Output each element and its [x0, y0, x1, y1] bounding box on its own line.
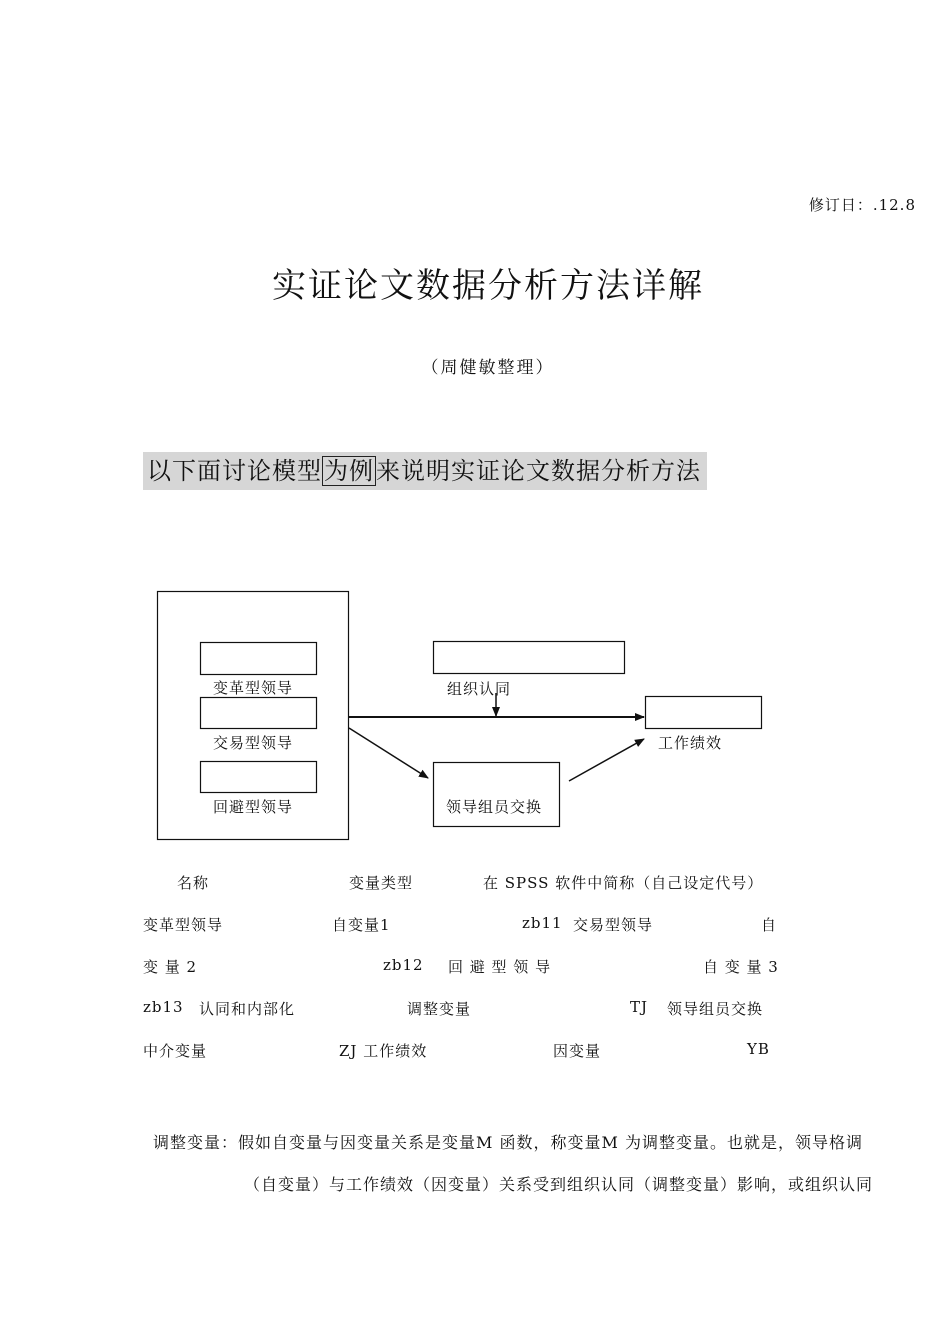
table-header-type: 变量类型 — [349, 874, 414, 892]
table-header-name: 名称 — [177, 874, 210, 892]
table-cell: 中介变量 — [143, 1042, 208, 1060]
table-cell: 调整变量 — [407, 1000, 472, 1018]
performance-label: 工作绩效 — [658, 734, 723, 752]
mediator-to-dv-arrow — [569, 739, 644, 781]
table-cell: 回 避 型 领 导 — [448, 958, 552, 976]
table-cell: zb13 — [143, 998, 184, 1016]
table-cell: 自 变 量 3 — [703, 958, 779, 976]
iv-to-mediator-arrow — [349, 728, 428, 778]
table-cell: zb12 — [383, 956, 424, 974]
table-cell: 领导组员交换 — [667, 1000, 764, 1018]
table-cell: 变革型领导 — [143, 916, 224, 934]
table-cell: 自变量1 — [332, 916, 391, 934]
table-cell: ZJ 工作绩效 — [339, 1042, 428, 1060]
table-cell: zb11 — [522, 914, 563, 932]
paragraph-line: 调整变量：假如自变量与因变量关系是变量M 函数，称变量M 为调整变量。也就是，领导格调 — [153, 1133, 863, 1152]
org-identity-box — [434, 642, 625, 674]
paragraph-line: （自变量）与工作绩效（因变量）关系受到组织认同（调整变量）影响，或组织认同 — [244, 1175, 874, 1194]
transformational-label: 变革型领导 — [213, 679, 294, 697]
table-cell: 自 — [761, 916, 778, 934]
org-identity-label: 组织认同 — [447, 680, 512, 698]
avoidant-label: 回避型领导 — [213, 798, 294, 816]
transformational-box — [201, 643, 317, 675]
exchange-label: 领导组员交换 — [446, 798, 543, 816]
table-cell: 认同和内部化 — [199, 1000, 296, 1018]
transactional-label: 交易型领导 — [213, 734, 294, 752]
heading-boxed-word: 为例 — [324, 457, 374, 485]
table-cell: 变 量 2 — [143, 958, 198, 976]
table-cell: 交易型领导 — [573, 916, 654, 934]
table-cell: YB — [747, 1040, 770, 1058]
revision-date: 修订日：.12.8 — [808, 196, 916, 214]
avoidant-box — [201, 762, 317, 793]
transactional-box — [201, 698, 317, 729]
table-cell: TJ — [630, 998, 649, 1016]
table-cell: 因变量 — [553, 1042, 602, 1060]
performance-box — [646, 697, 762, 729]
heading-part-2: 来说明实证论文数据分析方法 — [376, 457, 701, 485]
table-header-code: 在 SPSS 软件中简称（自己设定代号） — [483, 874, 764, 892]
heading-part-1: 以下面讨论模型 — [147, 457, 322, 485]
document-subtitle: （周健敏整理） — [421, 358, 555, 378]
document-title: 实证论文数据分析方法详解 — [272, 266, 704, 306]
